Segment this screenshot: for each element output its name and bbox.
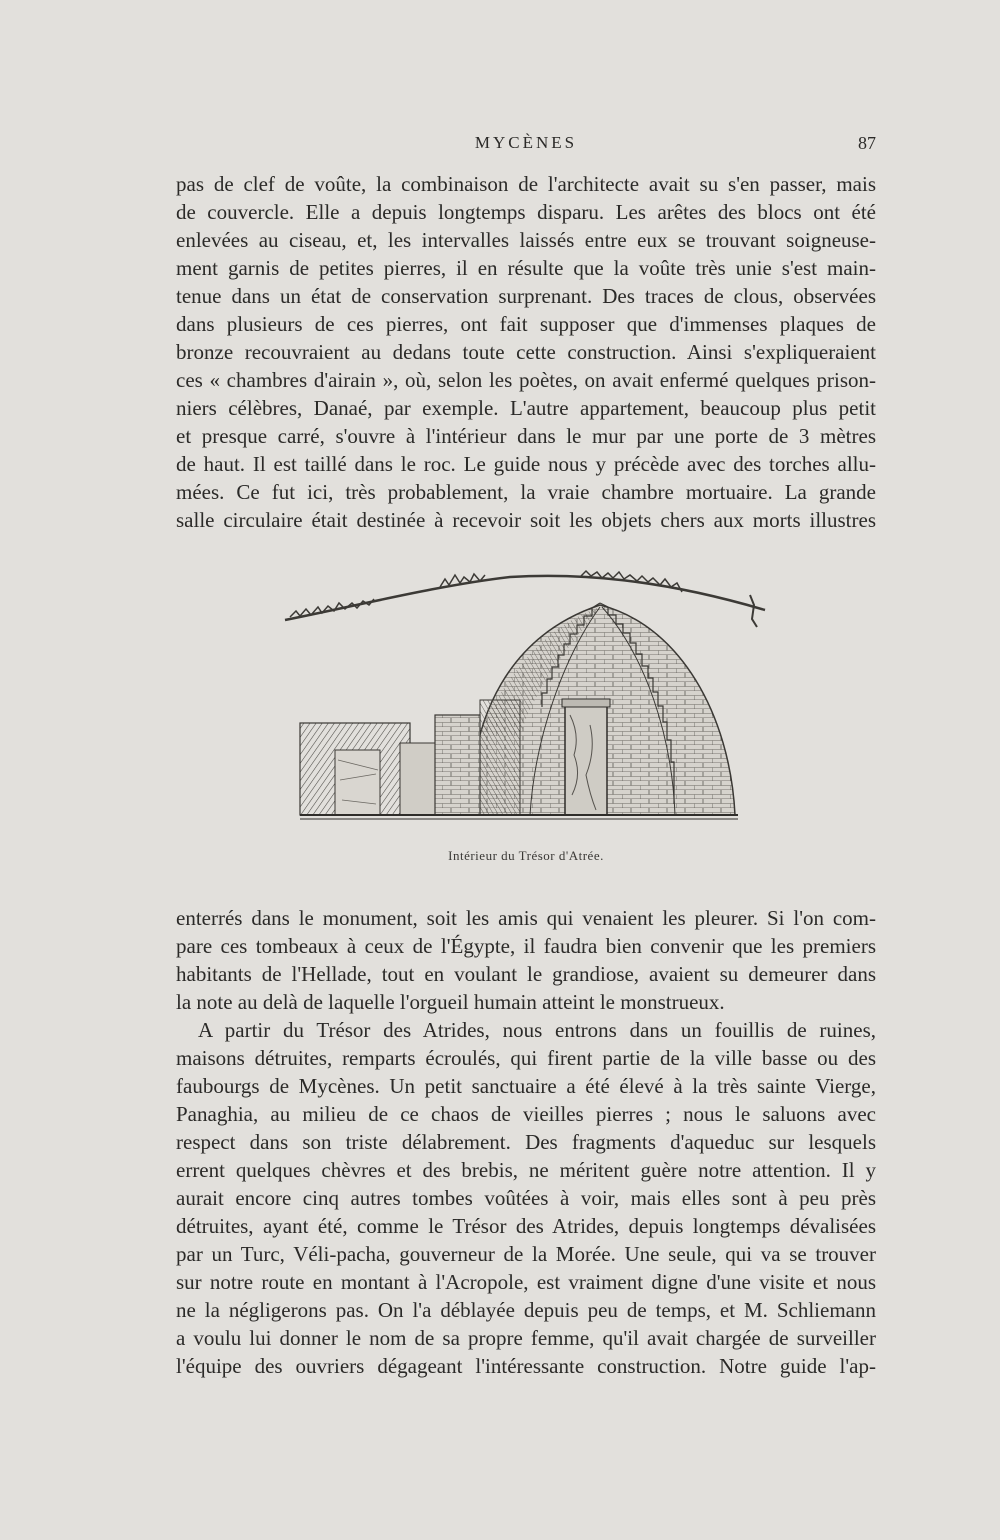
text-line: enterrés dans le monument, soit les amis qui venaient les pleurer. Si l'on com- bbox=[176, 906, 876, 930]
text-line: salle circulaire était destinée à recevoir soit les objets chers aux morts illustres bbox=[176, 508, 876, 532]
text-line: niers célèbres, Danaé, par exemple. L'autre appartement, beaucoup plus petit bbox=[176, 396, 876, 420]
text-line: mées. Ce fut ici, très probablement, la vraie chambre mortuaire. La grande bbox=[176, 480, 876, 504]
text-line: la note au delà de laquelle l'orgueil humain atteint le monstrueux. bbox=[176, 990, 725, 1014]
text-line: aurait encore cinq autres tombes voûtées à voir, mais elles sont à peu près bbox=[176, 1186, 876, 1210]
engraving-treasury-of-atreus bbox=[280, 565, 770, 835]
text-line: errent quelques chèvres et des brebis, ne méritent guère notre attention. Il y bbox=[176, 1158, 876, 1182]
engraving-illustration bbox=[280, 565, 770, 835]
text-line: pare ces tombeaux à ceux de l'Égypte, il faudra bien convenir que les premiers bbox=[176, 934, 876, 958]
text-line: bronze recouvraient au dedans toute cette construction. Ainsi s'expliqueraient bbox=[176, 340, 876, 364]
text-line: détruites, ayant été, comme le Trésor des Atrides, depuis longtemps dévalisées bbox=[176, 1214, 876, 1238]
paragraph-top bbox=[176, 170, 876, 534]
text-line: de haut. Il est taillé dans le roc. Le guide nous y précède avec des torches allu- bbox=[176, 452, 876, 476]
text-line: ment garnis de petites pierres, il en résulte que la voûte très unie s'est main- bbox=[176, 256, 876, 280]
text-line: par un Turc, Véli-pacha, gouverneur de la Morée. Une seule, qui va se trouver bbox=[176, 1242, 876, 1266]
text-line: habitants de l'Hellade, tout en voulant le grandiose, avaient su demeurer dans bbox=[176, 962, 876, 986]
running-title: MYCÈNES bbox=[474, 133, 578, 152]
text-line: tenue dans un état de conservation surprenant. Des traces de clous, observées bbox=[176, 284, 876, 308]
text-line: et presque carré, s'ouvre à l'intérieur dans le mur par une porte de 3 mètres bbox=[176, 424, 876, 448]
text-line: l'équipe des ouvriers dégageant l'intéressante construction. Notre guide l'ap- bbox=[176, 1354, 876, 1378]
page-number: 87 bbox=[858, 133, 876, 153]
text-line: respect dans son triste délabrement. Des fragments d'aqueduc sur lesquels bbox=[176, 1130, 876, 1154]
text-line: ne la négligerons pas. On l'a déblayée depuis peu de temps, et M. Schliemann bbox=[176, 1298, 876, 1322]
text-line: ces « chambres d'airain », où, selon les poètes, on avait enfermé quelques prison- bbox=[176, 368, 876, 392]
text-line: de couvercle. Elle a depuis longtemps disparu. Les arêtes des blocs ont été bbox=[176, 200, 876, 224]
figure-caption: Intérieur du Trésor d'Atrée. bbox=[448, 848, 604, 863]
text-line: A partir du Trésor des Atrides, nous entrons dans un fouillis de ruines, bbox=[198, 1018, 876, 1042]
text-line: dans plusieurs de ces pierres, ont fait supposer que d'immenses plaques de bbox=[176, 312, 876, 336]
text-line: faubourgs de Mycènes. Un petit sanctuaire a été élevé à la très sainte Vierge, bbox=[176, 1074, 876, 1098]
text-line: enlevées au ciseau, et, les intervalles laissés entre eux se trouvant soigneuse- bbox=[176, 228, 876, 252]
paragraph-bottom bbox=[176, 904, 876, 1380]
text-line: maisons détruites, remparts écroulés, qui firent partie de la ville basse ou des bbox=[176, 1046, 876, 1070]
text-line: Panaghia, au milieu de ce chaos de vieilles pierres ; nous le saluons avec bbox=[176, 1102, 876, 1126]
text-line: a voulu lui donner le nom de sa propre femme, qu'il avait chargée de surveiller bbox=[176, 1326, 876, 1350]
text-line: sur notre route en montant à l'Acropole, est vraiment digne d'une visite et nous bbox=[176, 1270, 876, 1294]
text-line: pas de clef de voûte, la combinaison de l'architecte avait su s'en passer, mais bbox=[176, 172, 876, 196]
running-head bbox=[176, 133, 876, 161]
